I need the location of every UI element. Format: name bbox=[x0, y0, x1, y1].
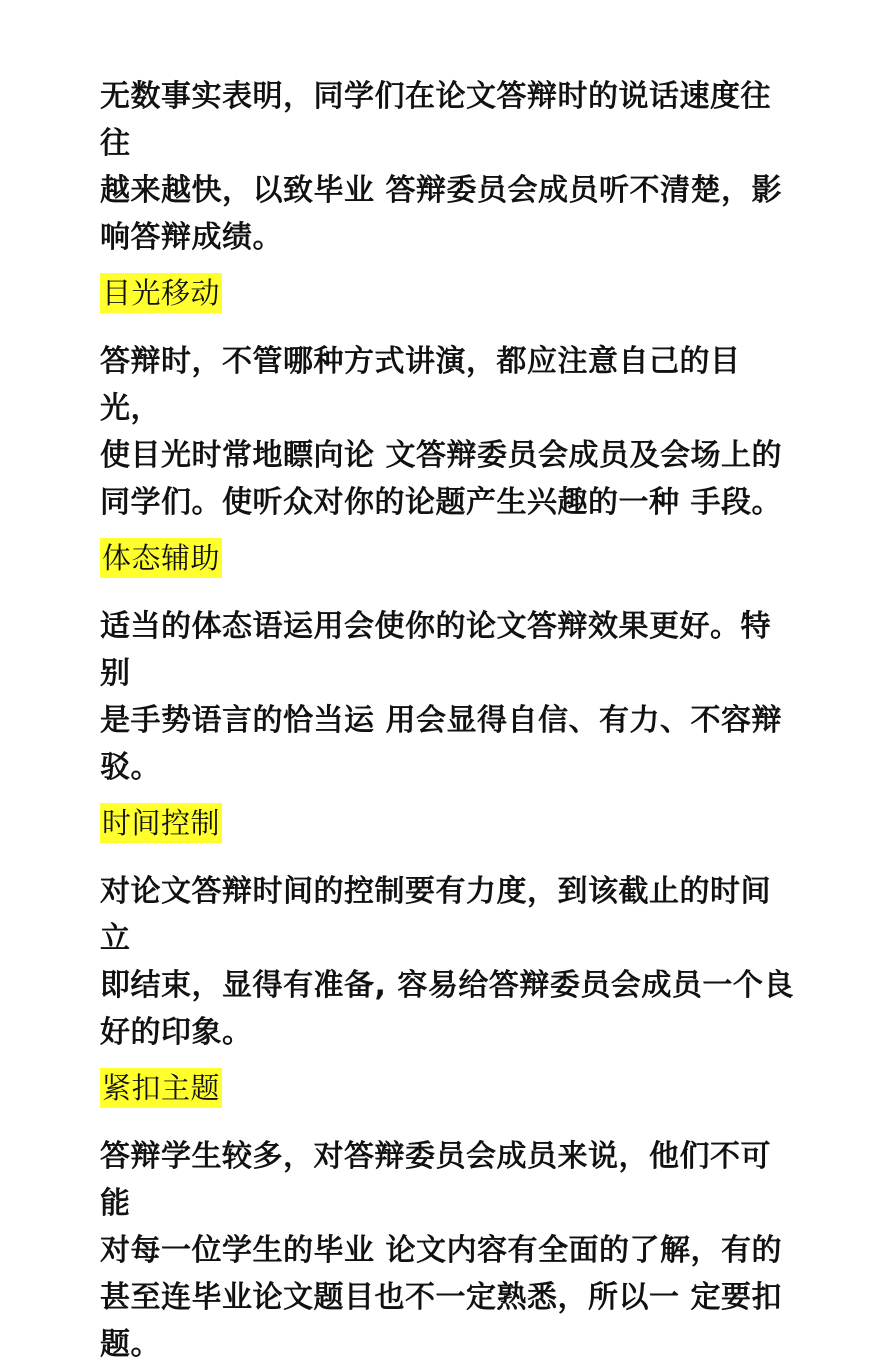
text-line: 适当的体态语运用会使你的论文答辩效果更好。特别 bbox=[100, 609, 771, 691]
text-line: 使目光时常地瞟向论 文答辩委员会成员及会场上的 bbox=[100, 438, 782, 473]
section-paragraph-time-control bbox=[100, 868, 800, 1056]
section-heading-row bbox=[100, 1068, 800, 1118]
text-line: 响答辩成绩。 bbox=[100, 220, 283, 255]
text-line: 对每一位学生的毕业 论文内容有全面的了解，有的 bbox=[100, 1233, 782, 1268]
section-paragraph-stay-on-topic bbox=[100, 1133, 800, 1368]
text-line: 题。 bbox=[100, 1327, 161, 1362]
text-line: 同学们。使听众对你的论题产生兴趣的一种 手段。 bbox=[100, 485, 782, 520]
text-line: 甚至连毕业论文题目也不一定熟悉，所以一 定要扣 bbox=[100, 1280, 782, 1315]
section-heading-stay-on-topic: 紧扣主题 bbox=[100, 1068, 222, 1108]
section-heading-eye-movement: 目光移动 bbox=[100, 273, 222, 313]
text-line: 是手势语言的恰当运 用会显得自信、有力、不容辩 bbox=[100, 703, 782, 738]
text-line: 越来越快，以致毕业 答辩委员会成员听不清楚，影 bbox=[100, 173, 782, 208]
section-paragraph-eye-movement bbox=[100, 338, 800, 526]
document-page bbox=[100, 73, 800, 1368]
text-line: 好的印象。 bbox=[100, 1015, 253, 1050]
section-heading-row bbox=[100, 273, 800, 323]
text-line: 对论文答辩时间的控制要有力度，到该截止的时间立 bbox=[100, 874, 771, 956]
section-paragraph-body-language bbox=[100, 603, 800, 791]
section-heading-body-language: 体态辅助 bbox=[100, 538, 222, 578]
intro-paragraph bbox=[100, 73, 800, 261]
section-heading-row bbox=[100, 803, 800, 853]
text-line: 驳。 bbox=[100, 750, 161, 785]
section-heading-row bbox=[100, 538, 800, 588]
text-line: 答辩时，不管哪种方式讲演，都应注意自己的目光， bbox=[100, 344, 741, 426]
section-heading-time-control: 时间控制 bbox=[100, 803, 222, 843]
text-line: 无数事实表明，同学们在论文答辩时的说话速度往往 bbox=[100, 79, 771, 161]
text-line: 答辩学生较多，对答辩委员会成员来说，他们不可能 bbox=[100, 1139, 771, 1221]
text-line: 即结束，显得有准备, 容易给答辩委员会成员一个良 bbox=[100, 968, 794, 1003]
